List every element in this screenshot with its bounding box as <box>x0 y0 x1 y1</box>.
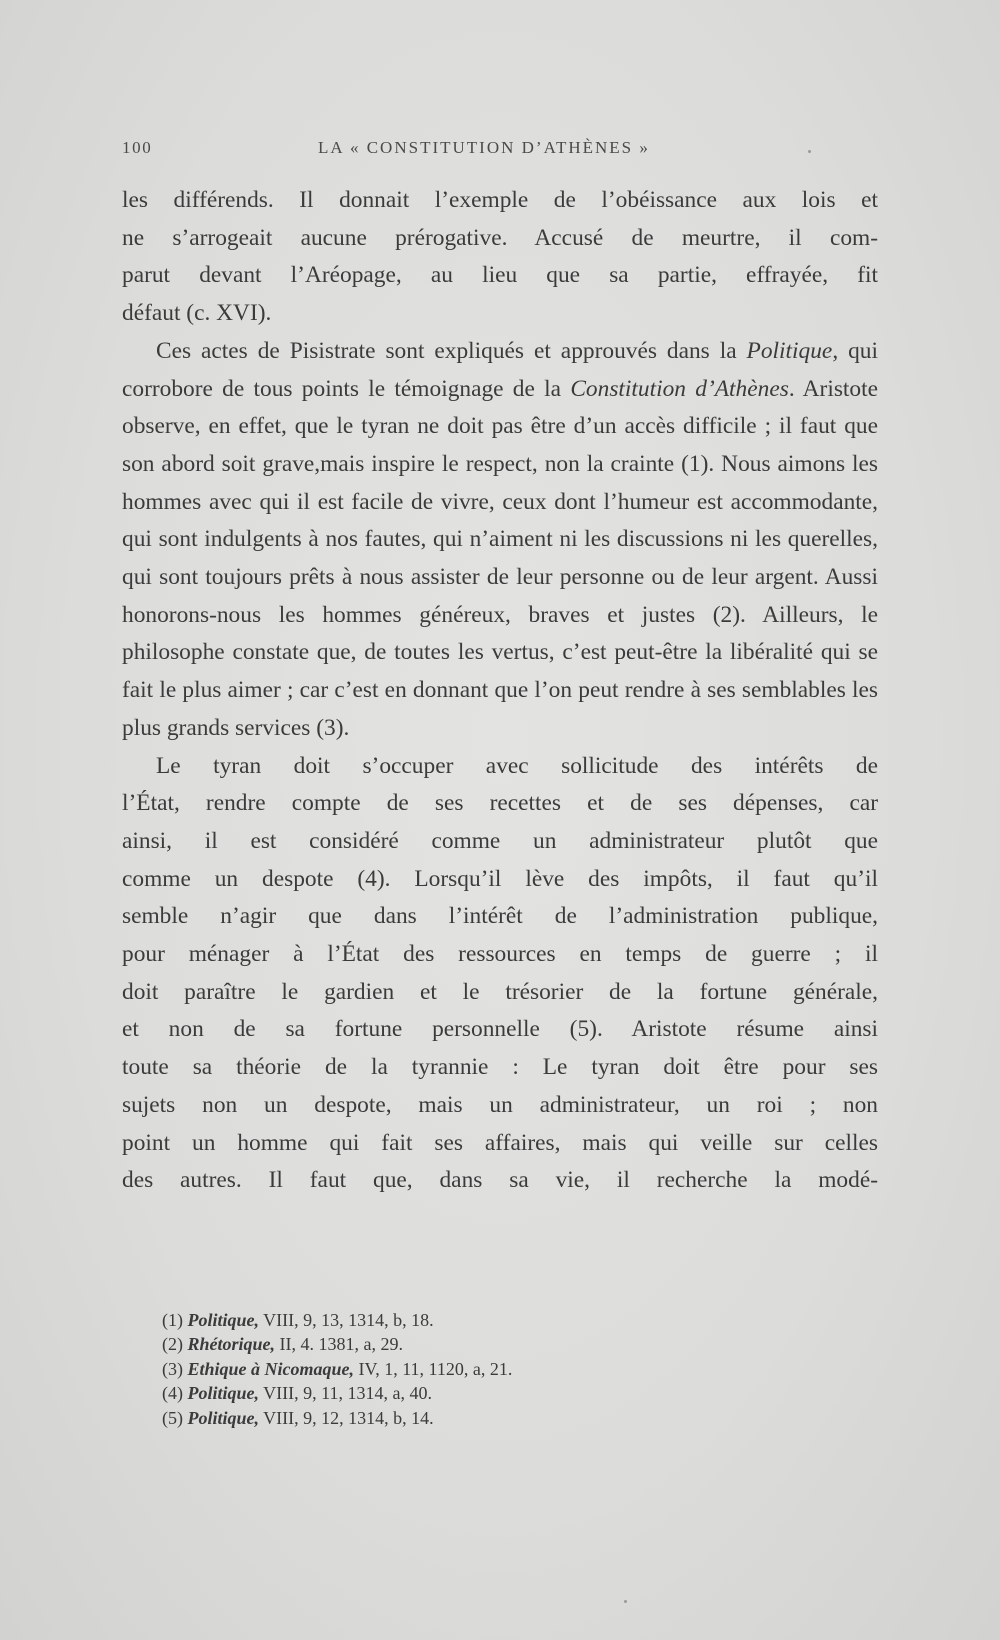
text-line: des autres. Il faut que, dans sa vie, il recherche la modé- <box>122 1167 878 1194</box>
footnote-work-title: Rhétorique, <box>187 1334 276 1355</box>
footnote-work-title: Politique, <box>187 1407 259 1428</box>
text-line: l’État, rendre compte de ses recettes et de ses dépenses, car <box>122 790 878 817</box>
text-line: toute sa théorie de la tyrannie : Le tyran doit être pour ses <box>122 1054 878 1081</box>
text-line: comme un despote (4). Lorsqu’il lève des impôts, il faut qu’il <box>122 865 878 892</box>
running-title: LA « CONSTITUTION D’ATHÈNES » <box>318 138 650 157</box>
text-line: sujets non un despote, mais un administrateur, un roi ; non <box>122 1091 878 1118</box>
italic-title-constitution: Constitution d’Athènes <box>570 375 789 402</box>
text-line: pour ménager à l’État des ressources en temps de guerre ; il <box>122 941 878 968</box>
text-segment: . Aristote observe, en effet, que le tyran ne doit pas être d’un accès difficile ; il faut que son abord soit grave,mais inspire le respect, non la crainte (1). Nous aimons les hommes avec qui il est facile de vivre, ceux dont l’humeur est accommodante, qui sont indulgents à nos fautes, qui n’aiment ni les discussions ni les querelles, qui sont toujours prêts à nous assister de leur personne ou de leur argent. Aussi honorons-nous les hommes généreux, braves et justes (2). Ailleurs, le philosophe constate que, de toutes les vertus, c’est peut-être la libéralité qui se fait le plus aimer ; car c’est en donnant que l’on peut rendre à ses semblables les plus grands services (3). <box>122 375 879 741</box>
footnote-number: (3) <box>162 1358 183 1379</box>
footnote-work-title: Ethique à Nicomaque, <box>187 1358 355 1379</box>
text-line: et non de sa fortune personnelle (5). Aristote résume ainsi <box>122 1016 878 1043</box>
footnote-reference: VIII, 9, 11, 1314, a, 40. <box>259 1383 432 1404</box>
paragraph-3 <box>122 748 878 1200</box>
footnote-reference: VIII, 9, 13, 1314, b, 18. <box>259 1310 434 1330</box>
footnote-3 <box>162 1357 782 1381</box>
text-segment: , qui corrobore de tous points le témoignage de la <box>122 337 878 402</box>
text-line: point un homme qui fait ses affaires, mais qui veille sur celles <box>122 1129 878 1156</box>
footnote-work-title: Politique, <box>187 1383 259 1404</box>
italic-title-politique: Politique <box>746 337 833 364</box>
page-number: 100 <box>122 138 153 157</box>
paper-speck <box>624 1600 627 1603</box>
paper-speck <box>808 150 811 153</box>
running-head <box>122 138 812 162</box>
paragraph-2 <box>122 333 878 748</box>
text-segment: Ces actes de Pisistrate sont expliqués et approuvés dans la <box>156 337 747 364</box>
text-line: semble n’agir que dans l’intérêt de l’administration publique, <box>122 903 878 930</box>
footnote-4 <box>162 1381 782 1405</box>
footnote-1 <box>162 1308 782 1332</box>
paragraph-1 <box>122 182 878 333</box>
text-line: Le tyran doit s’occuper avec sollicitude des intérêts de <box>156 752 878 779</box>
footnote-number: (2) <box>162 1334 183 1355</box>
body-text <box>122 182 878 1200</box>
footnote-reference: II, 4. 1381, a, 29. <box>275 1334 403 1355</box>
footnote-number: (4) <box>162 1383 183 1404</box>
footnote-work-title: Politique, <box>187 1310 259 1330</box>
footnotes <box>162 1308 782 1430</box>
text-line: défaut (c. XVI). <box>122 300 272 327</box>
text-line: doit paraître le gardien et le trésorier de la fortune générale, <box>122 978 878 1005</box>
footnote-5 <box>162 1406 782 1430</box>
footnote-2 <box>162 1332 782 1356</box>
footnote-reference: VIII, 9, 12, 1314, b, 14. <box>259 1407 434 1428</box>
text-line: ainsi, il est considéré comme un administrateur plutôt que <box>122 827 878 854</box>
footnote-reference: IV, 1, 11, 1120, a, 21. <box>354 1358 513 1379</box>
text-line: les différends. Il donnait l’exemple de l’obéissance aux lois et <box>122 187 878 213</box>
footnote-number: (5) <box>162 1407 183 1428</box>
footnote-number: (1) <box>162 1310 183 1330</box>
text-line: parut devant l’Aréopage, au lieu que sa partie, effrayée, fit <box>122 262 878 289</box>
text-line: ne s’arrogeait aucune prérogative. Accusé de meurtre, il com- <box>122 224 878 251</box>
